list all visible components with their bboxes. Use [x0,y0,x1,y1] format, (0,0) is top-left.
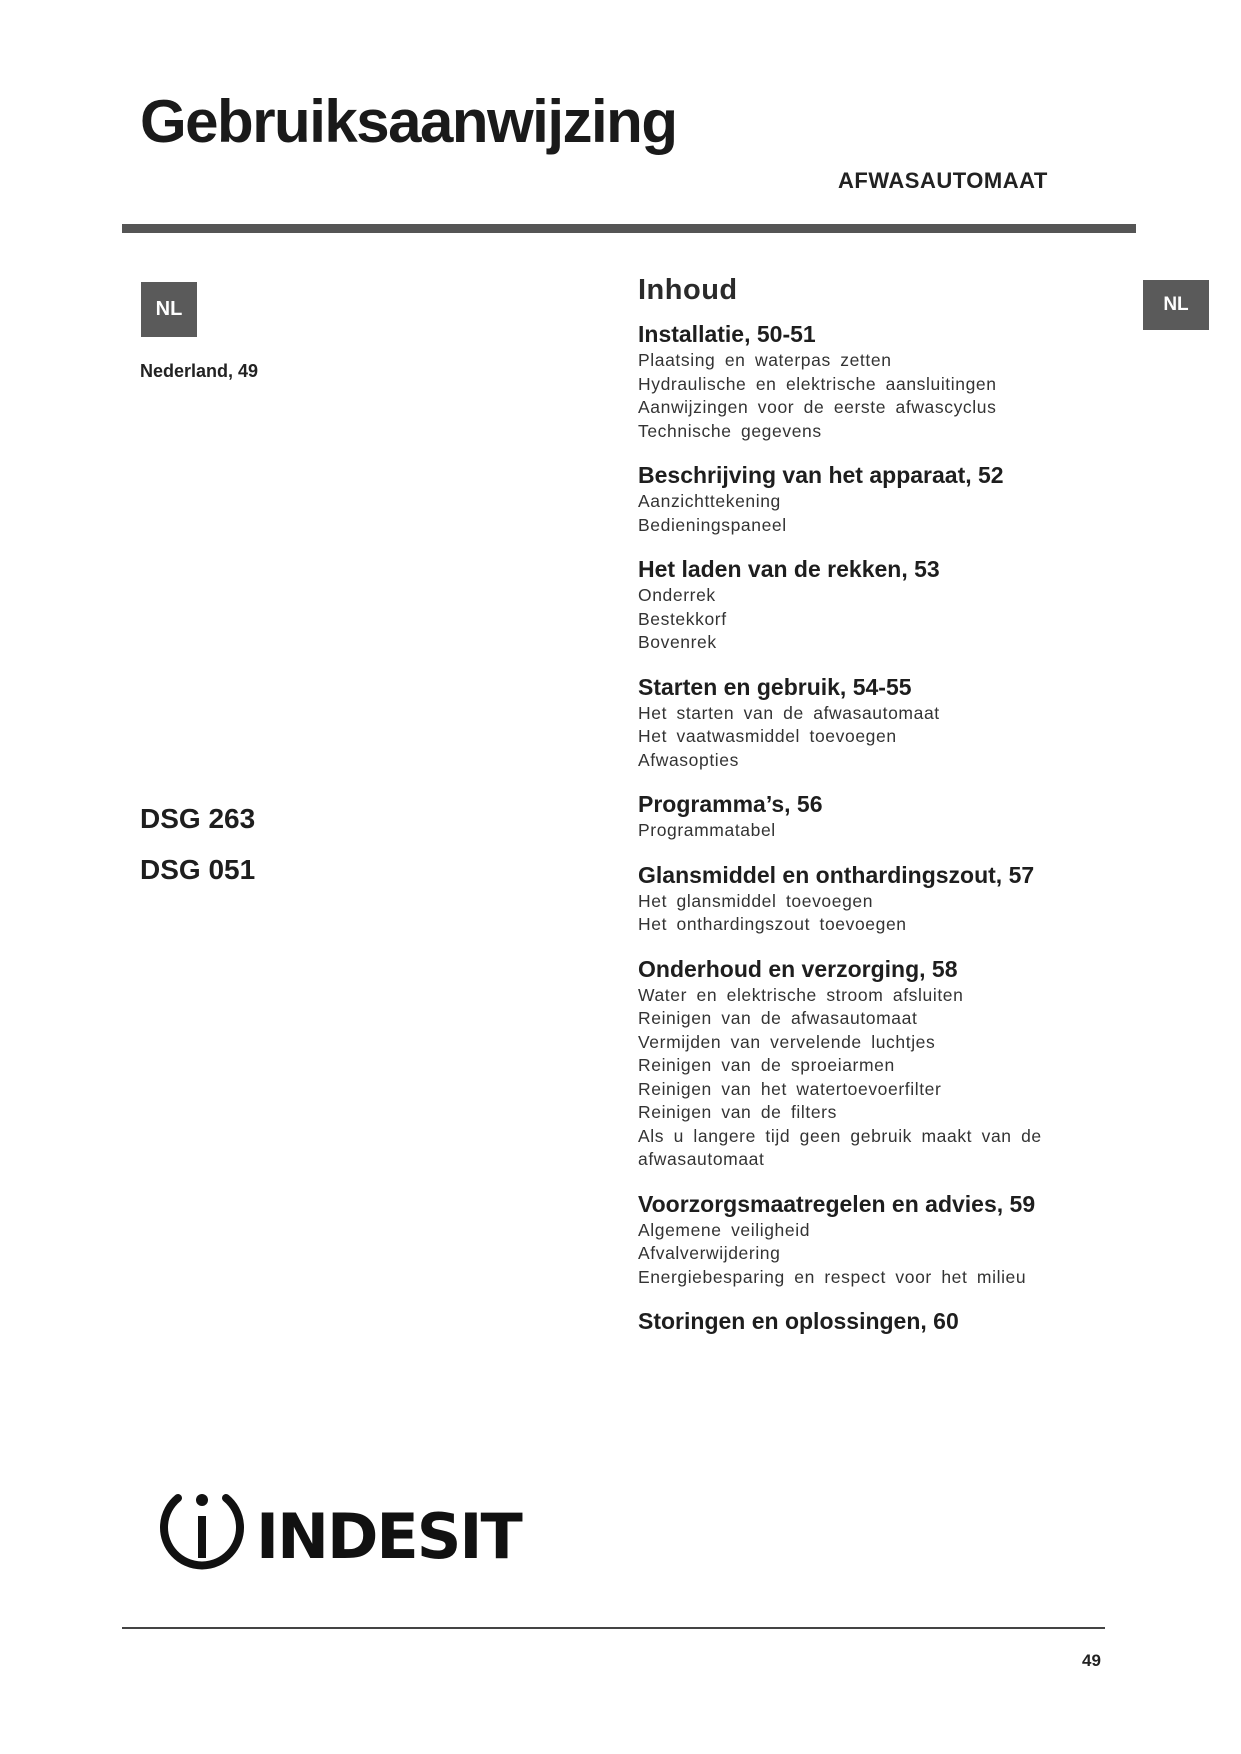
toc-item-list [638,349,1108,443]
toc-item: Bovenrek [638,632,717,652]
toc-item: Reinigen van de sproeiarmen [638,1055,895,1075]
toc-section [638,790,1108,843]
model-number: DSG 263 [140,803,256,834]
language-index-entry: Nederland, 49 [140,361,259,381]
toc-section [638,555,1108,655]
footer-divider [122,1627,1105,1629]
toc-item: Aanwijzingen voor de eerste afwascyclus [638,397,997,417]
toc-section-title: Beschrijving van het apparaat, 52 [638,462,1004,488]
toc-section [638,955,1108,1172]
toc-item: Vermijden van vervelende luchtjes [638,1031,936,1052]
toc-item: Plaatsing en waterpas zetten [638,350,892,370]
toc-item: Aanzichttekening [638,491,781,511]
toc-section-title: Het laden van de rekken, 53 [638,556,940,582]
toc-section-title: Voorzorgsmaatregelen en advies, 59 [638,1190,1036,1217]
toc-item: Reinigen van de afwasautomaat [638,1008,918,1028]
toc-item: Reinigen van de filters [638,1102,837,1122]
toc-item-list [638,490,1108,537]
toc-sections [638,320,1108,1336]
header-divider [122,224,1136,233]
model-number: DSG 051 [140,854,256,885]
toc-item: Het vaatwasmiddel toevoegen [638,726,897,746]
page-number: 49 [1082,1651,1101,1670]
toc-section-title: Storingen en oplossingen, 60 [638,1308,959,1334]
toc-item-list [638,819,1108,843]
brand-wordmark: INDESIT [256,1500,521,1573]
toc-section-title: Programma’s, 56 [638,791,823,817]
toc-item-list [638,1219,1108,1290]
toc-item: Programmatabel [638,820,776,840]
language-tab: NL [1143,280,1209,330]
toc-item: Hydraulische en elektrische aansluitingen [638,373,997,394]
language-badge: NL [141,282,197,337]
toc-item: Het onthardingszout toevoegen [638,914,907,934]
toc-item: Afvalverwijdering [638,1243,781,1263]
toc-item-list [638,890,1108,937]
toc-section [638,320,1108,443]
toc-section [638,1307,1108,1336]
indesit-logo [148,1486,521,1578]
toc-item: Energiebesparing en respect voor het milieu [638,1266,1027,1287]
toc-item: Bedieningspaneel [638,514,787,535]
toc-item: Het glansmiddel toevoegen [638,890,874,911]
toc-section-title: Starten en gebruik, 54-55 [638,673,912,700]
toc-item: Onderrek [638,585,716,605]
toc-item: Het starten van de afwasautomaat [638,702,940,723]
toc-section-title: Installatie, 50-51 [638,321,816,347]
toc-section [638,861,1108,937]
power-i-icon [148,1486,521,1578]
toc-section-title: Glansmiddel en onthardingszout, 57 [638,861,1035,888]
toc-item: Algemene veiligheid [638,1219,811,1240]
toc-section-title: Onderhoud en verzorging, 58 [638,955,958,982]
toc-item: Bestekkorf [638,608,727,629]
toc-item: Water en elektrische stroom afsluiten [638,984,964,1005]
toc-item: Technische gegevens [638,420,822,441]
toc-section [638,673,1108,773]
toc-item: Reinigen van het watertoevoerfilter [638,1078,942,1099]
product-type-label: AFWASAUTOMAAT [838,168,1048,193]
toc-section [638,1190,1108,1290]
table-of-contents [638,274,1108,1354]
toc-heading: Inhoud [638,274,738,306]
toc-section [638,461,1108,537]
toc-item-list [638,984,1108,1172]
toc-item-list [638,702,1108,773]
page-title: Gebruiksaanwijzing [140,88,677,155]
toc-item: Als u langere tijd geen gebruik maakt van de afwasautomaat [638,1125,1042,1169]
toc-item-list [638,584,1108,655]
toc-item: Afwasopties [638,749,739,770]
